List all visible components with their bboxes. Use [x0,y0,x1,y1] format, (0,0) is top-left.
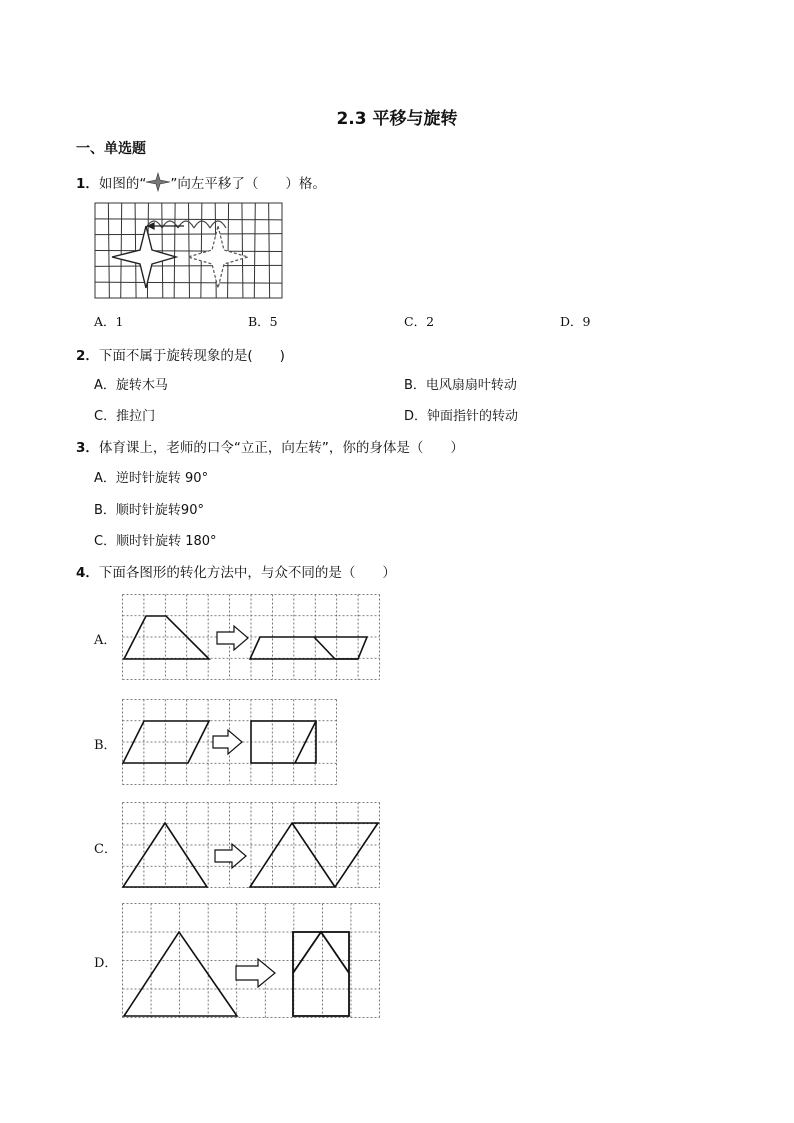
question-3 [76,436,464,456]
question-number: 3． [76,440,99,456]
question-number: 4． [76,565,99,581]
section-heading: 一、单选题 [76,141,146,157]
q1-option-a[interactable]: A．1 [94,314,124,329]
q2-option-a[interactable]: A．旋转木马 [94,378,168,393]
arrow-right-icon [215,844,246,868]
question-text-before: 如图的“ [98,176,147,192]
q2-option-d[interactable]: D．钟面指针的转动 [404,409,519,424]
q4-option-c-figure[interactable] [122,802,380,888]
q4-option-a-label[interactable]: A． [94,633,117,648]
arrow-right-icon [217,626,248,650]
question-text: 体育课上，老师的口令“立正，向左转”，你的身体是（ ） [98,440,464,456]
question-1 [76,172,326,192]
star-icon [146,173,170,189]
q4-option-d-label[interactable]: D． [94,956,118,971]
q4-option-c-label[interactable]: C． [94,842,117,857]
question-2 [76,344,285,364]
arrow-right-icon [213,730,242,754]
question-number: 1． [76,176,99,192]
q1-option-c[interactable]: C．2 [404,314,435,329]
q1-option-b[interactable]: B．5 [248,314,278,329]
q3-option-b[interactable]: B．顺时针旋转90° [94,503,204,518]
question-4 [76,561,396,581]
q2-option-c[interactable]: C．推拉门 [94,409,156,424]
star-right [188,226,248,288]
q4-option-a-figure[interactable] [122,594,380,680]
q2-option-b[interactable]: B．电风扇扇叶转动 [404,378,517,393]
q4-option-b-label[interactable]: B． [94,738,117,753]
translation-grid-figure [94,202,284,299]
question-text-after: ”向左平移了（ ）格。 [170,176,326,192]
q3-option-c[interactable]: C．顺时针旋转 180° [94,534,217,549]
q1-option-d[interactable]: D．9 [560,314,591,329]
page-title: 2.3 平移与旋转 [336,109,458,129]
q4-option-d-figure[interactable] [122,903,380,1018]
q4-option-b-figure[interactable] [122,699,337,785]
question-text: 下面各图形的转化方法中，与众不同的是（ ） [98,565,396,581]
question-text: 下面不属于旋转现象的是( ) [98,348,285,364]
arrow-right-icon [236,959,275,987]
question-number: 2． [76,348,99,364]
move-arcs [146,221,226,228]
q3-option-a[interactable]: A．逆时针旋转 90° [94,471,209,486]
